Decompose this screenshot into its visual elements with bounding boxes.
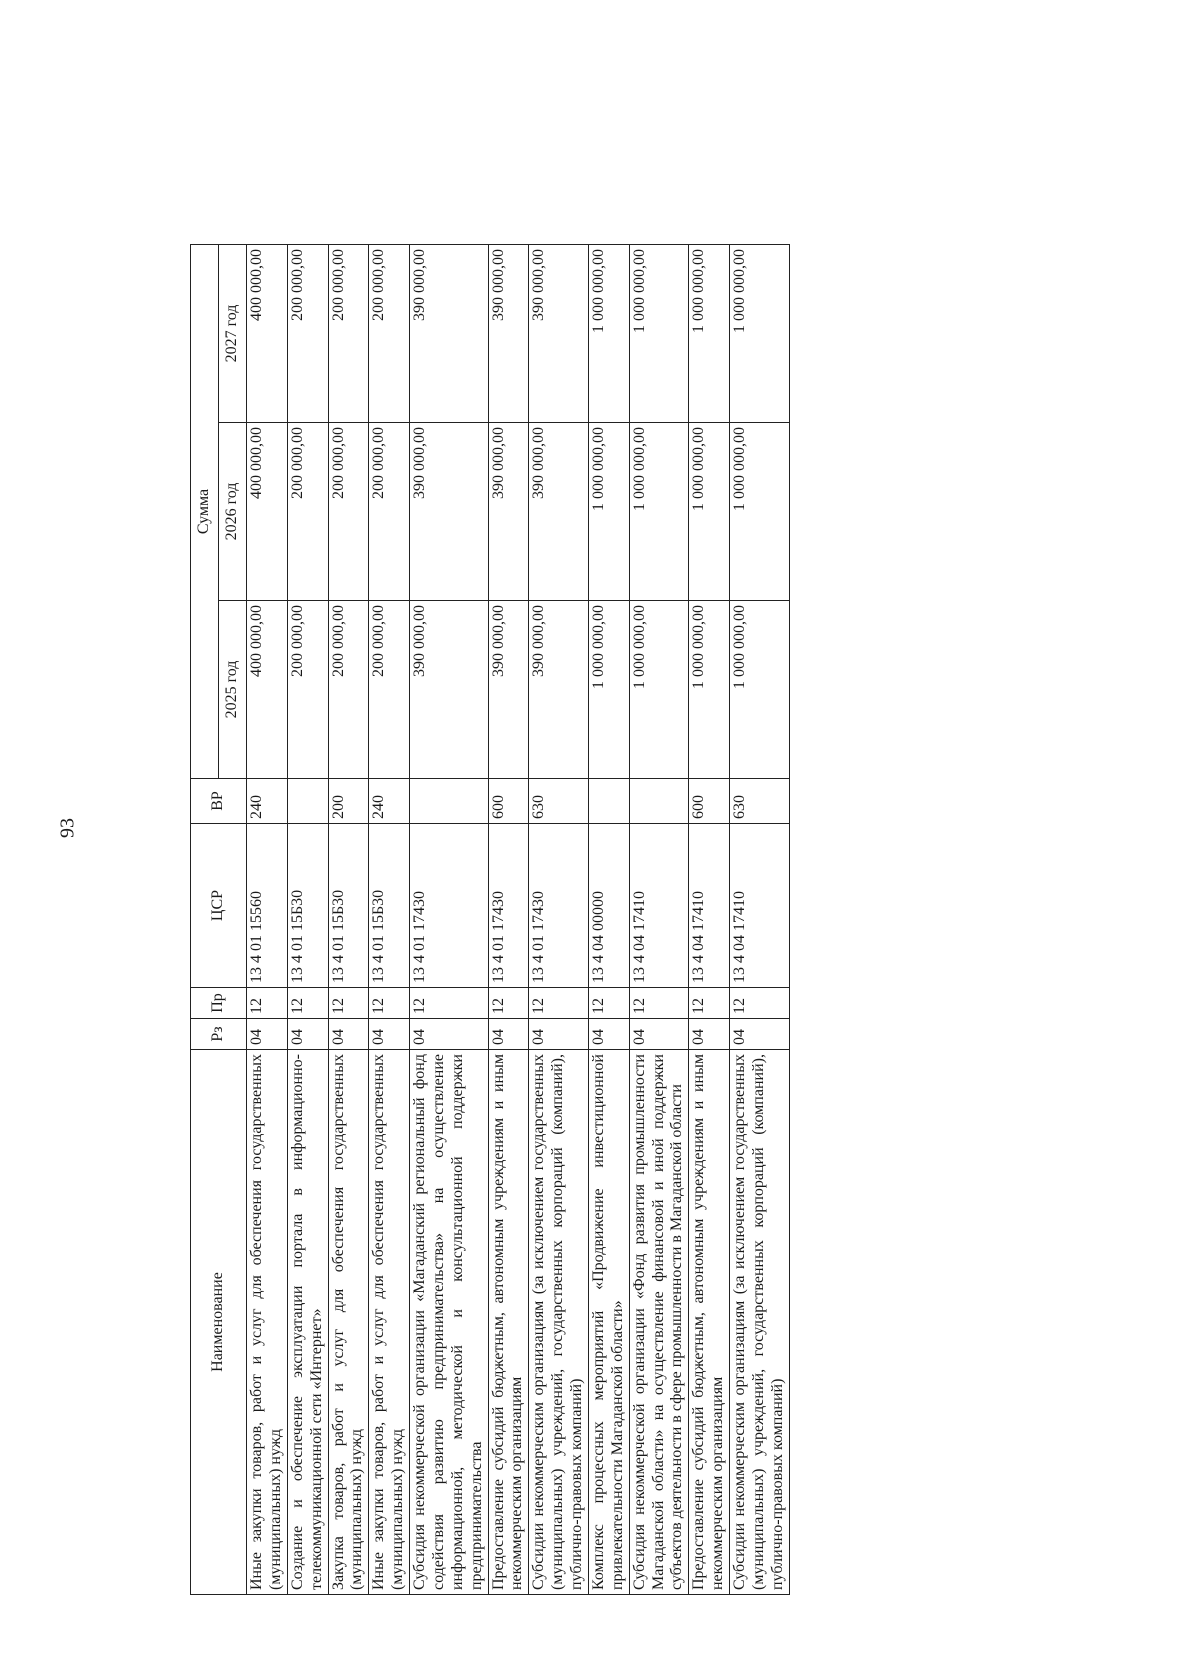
cell-rz: 04	[369, 1019, 410, 1050]
cell-name: Иные закупки товаров, работ и услуг для обеспечения государственных (муниципальных) нужд	[369, 1050, 410, 1595]
cell-rz: 04	[730, 1019, 790, 1050]
cell-y2025: 1 000 000,00	[730, 601, 790, 779]
header-year-2027: 2027 год	[219, 244, 247, 422]
header-rz: Рз	[191, 1019, 247, 1050]
cell-y2025: 200 000,00	[287, 601, 328, 779]
cell-csr: 13 4 01 15Б30	[328, 824, 369, 988]
cell-y2027: 1 000 000,00	[588, 244, 629, 422]
budget-table	[190, 244, 790, 1595]
cell-csr: 13 4 04 00000	[588, 824, 629, 988]
header-year-2026: 2026 год	[219, 423, 247, 601]
cell-vr	[629, 779, 689, 824]
cell-name: Иные закупки товаров, работ и услуг для обеспечения государственных (муниципальных) нужд	[247, 1050, 288, 1595]
cell-y2025: 1 000 000,00	[588, 601, 629, 779]
cell-y2027: 200 000,00	[328, 244, 369, 422]
cell-y2027: 390 000,00	[529, 244, 589, 422]
header-pr: Пр	[191, 988, 247, 1019]
cell-y2027: 1 000 000,00	[629, 244, 689, 422]
table-row	[328, 244, 369, 1594]
table-row	[629, 244, 689, 1594]
page-number: 93	[56, 818, 79, 838]
cell-vr: 200	[328, 779, 369, 824]
cell-rz: 04	[488, 1019, 529, 1050]
cell-name: Закупка товаров, работ и услуг для обеспечения государственных (муниципальных) нужд	[328, 1050, 369, 1595]
cell-pr: 12	[730, 988, 790, 1019]
cell-y2027: 1 000 000,00	[730, 244, 790, 422]
cell-y2027: 1 000 000,00	[689, 244, 730, 422]
cell-y2026: 200 000,00	[369, 423, 410, 601]
table-row	[689, 244, 730, 1594]
cell-vr	[410, 779, 489, 824]
cell-vr: 630	[529, 779, 589, 824]
cell-csr: 13 4 01 17430	[410, 824, 489, 988]
cell-vr	[287, 779, 328, 824]
cell-y2026: 400 000,00	[247, 423, 288, 601]
cell-vr: 630	[730, 779, 790, 824]
cell-y2025: 1 000 000,00	[629, 601, 689, 779]
cell-rz: 04	[689, 1019, 730, 1050]
cell-y2025: 390 000,00	[529, 601, 589, 779]
cell-pr: 12	[369, 988, 410, 1019]
cell-y2026: 200 000,00	[328, 423, 369, 601]
cell-rz: 04	[247, 1019, 288, 1050]
cell-pr: 12	[488, 988, 529, 1019]
cell-csr: 13 4 01 17430	[488, 824, 529, 988]
cell-y2027: 200 000,00	[287, 244, 328, 422]
table-row	[369, 244, 410, 1594]
cell-vr: 600	[488, 779, 529, 824]
table-row	[247, 244, 288, 1594]
table-body	[247, 244, 790, 1594]
cell-y2026: 200 000,00	[287, 423, 328, 601]
cell-y2025: 390 000,00	[488, 601, 529, 779]
cell-name: Создание и обеспечение эксплуатации портала в информационно-телекоммуникационной сети «Интернет»	[287, 1050, 328, 1595]
cell-y2027: 400 000,00	[247, 244, 288, 422]
cell-y2025: 390 000,00	[410, 601, 489, 779]
cell-pr: 12	[529, 988, 589, 1019]
cell-vr: 240	[247, 779, 288, 824]
cell-pr: 12	[689, 988, 730, 1019]
cell-pr: 12	[287, 988, 328, 1019]
cell-rz: 04	[287, 1019, 328, 1050]
table-row	[529, 244, 589, 1594]
cell-name: Предоставление субсидий бюджетным, автономным учреждениям и иным некоммерческим организациям	[689, 1050, 730, 1595]
cell-rz: 04	[328, 1019, 369, 1050]
cell-csr: 13 4 01 17430	[529, 824, 589, 988]
cell-y2025: 400 000,00	[247, 601, 288, 779]
cell-pr: 12	[247, 988, 288, 1019]
cell-y2025: 200 000,00	[328, 601, 369, 779]
cell-y2025: 1 000 000,00	[689, 601, 730, 779]
table-row	[488, 244, 529, 1594]
cell-rz: 04	[410, 1019, 489, 1050]
cell-y2026: 1 000 000,00	[629, 423, 689, 601]
cell-csr: 13 4 04 17410	[689, 824, 730, 988]
cell-vr	[588, 779, 629, 824]
table-row	[410, 244, 489, 1594]
cell-rz: 04	[629, 1019, 689, 1050]
cell-rz: 04	[588, 1019, 629, 1050]
cell-vr: 600	[689, 779, 730, 824]
cell-name: Субсидии некоммерческим организациям (за исключением государственных (муниципальных) учреждений, государственных корпораций (компаний), публично-правовых компаний)	[529, 1050, 589, 1595]
cell-pr: 12	[588, 988, 629, 1019]
cell-y2026: 390 000,00	[410, 423, 489, 601]
cell-name: Комплекс процессных мероприятий «Продвижение инвестиционной привлекательности Магаданской области»	[588, 1050, 629, 1595]
cell-y2027: 390 000,00	[488, 244, 529, 422]
cell-csr: 13 4 01 15Б30	[369, 824, 410, 988]
header-name: Наименование	[191, 1050, 247, 1595]
cell-name: Субсидии некоммерческим организациям (за исключением государственных (муниципальных) учреждений, государственных корпораций (компаний), публично-правовых компаний)	[730, 1050, 790, 1595]
cell-y2027: 200 000,00	[369, 244, 410, 422]
header-vr: ВР	[191, 779, 247, 824]
rotated-page-content	[190, 245, 1090, 1595]
table-row	[588, 244, 629, 1594]
cell-name: Предоставление субсидий бюджетным, автономным учреждениям и иным некоммерческим организациям	[488, 1050, 529, 1595]
cell-pr: 12	[410, 988, 489, 1019]
table-row	[287, 244, 328, 1594]
cell-y2027: 390 000,00	[410, 244, 489, 422]
cell-pr: 12	[328, 988, 369, 1019]
cell-csr: 13 4 04 17410	[730, 824, 790, 988]
header-csr: ЦСР	[191, 824, 247, 988]
header-year-2025: 2025 год	[219, 601, 247, 779]
table-row	[730, 244, 790, 1594]
cell-y2026: 390 000,00	[488, 423, 529, 601]
cell-csr: 13 4 01 15Б30	[287, 824, 328, 988]
cell-rz: 04	[529, 1019, 589, 1050]
cell-pr: 12	[629, 988, 689, 1019]
table-header	[191, 244, 247, 1594]
cell-y2026: 390 000,00	[529, 423, 589, 601]
cell-name: Субсидия некоммерческой организации «Фонд развития промышленности Магаданской области» на осуществление финансовой и иной поддержки субъектов деятельности в сфере промышленности в Магаданской области	[629, 1050, 689, 1595]
cell-name: Субсидия некоммерческой организации «Магаданский региональный фонд содействия развитию предпринимательства» на осуществление информационной, методической и консультационной поддержки предпринимательства	[410, 1050, 489, 1595]
cell-csr: 13 4 04 17410	[629, 824, 689, 988]
header-sum: Сумма	[191, 244, 219, 778]
cell-y2026: 1 000 000,00	[689, 423, 730, 601]
cell-y2026: 1 000 000,00	[588, 423, 629, 601]
cell-vr: 240	[369, 779, 410, 824]
cell-csr: 13 4 01 15560	[247, 824, 288, 988]
cell-y2026: 1 000 000,00	[730, 423, 790, 601]
cell-y2025: 200 000,00	[369, 601, 410, 779]
